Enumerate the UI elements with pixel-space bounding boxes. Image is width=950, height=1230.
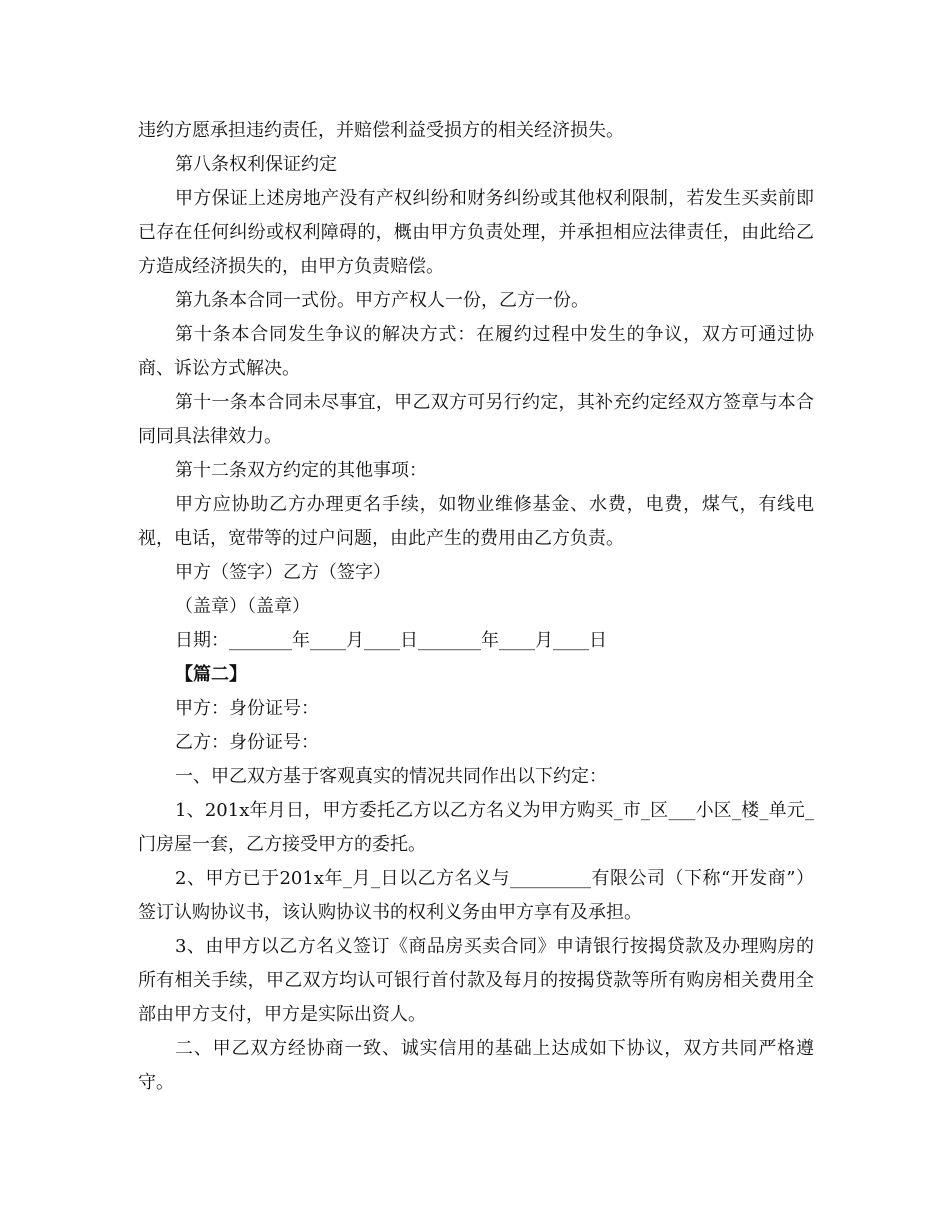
paragraph-breach-liability: 违约方愿承担违约责任，并赔偿利益受损方的相关经济损失。 [138, 120, 624, 141]
heading-article-12: 第十二条双方约定的其他事项： [175, 460, 427, 481]
party-a-id-line: 甲方：身份证号： [175, 698, 319, 719]
paragraph-article-11: 第十一条本合同未尽事宜，甲乙双方可另行约定，其补充约定经双方签章与本合同同具法律效力。 [138, 392, 814, 447]
paragraph-clause-1-1: 1、201x年月日，甲方委托乙方以乙方名义为甲方购买_市_区___小区_楼_单元_门房屋一套，乙方接受甲方的委托。 [138, 800, 814, 855]
party-b-id-line: 乙方：身份证号： [175, 732, 319, 753]
document-page [138, 114, 814, 1100]
paragraph-article-10: 第十条本合同发生争议的解决方式：在履约过程中发生的争议，双方可通过协商、诉讼方式解决。 [138, 324, 814, 379]
paragraph-clause-1-2: 2、甲方已于201x年_月_日以乙方名义与_________有限公司（下称“开发商”）签订认购协议书，该认购协议书的权利义务由甲方享有及承担。 [138, 868, 814, 923]
heading-article-8: 第八条权利保证约定 [175, 154, 337, 175]
heading-clause-one: 一、甲乙双方基于客观真实的情况共同作出以下约定： [175, 766, 607, 787]
seal-line: （盖章）（盖章） [175, 596, 310, 617]
section-heading-part-two: 【篇二】 [175, 664, 247, 685]
paragraph-clause-1-3: 3、由甲方以乙方名义签订《商品房买卖合同》申请银行按揭贷款及办理购房的所有相关手续，甲乙双方均认可银行首付款及每月的按揭贷款等所有购房相关费用全部由甲方支付，甲方是实际出资人。 [138, 936, 814, 1025]
paragraph-article-9: 第九条本合同一式份。甲方产权人一份，乙方一份。 [175, 290, 589, 311]
signature-line: 甲方（签字）乙方（签字） [175, 562, 391, 583]
date-line: 日期：_______年____月____日_______年____月____日 [175, 630, 607, 651]
paragraph-article-8-body: 甲方保证上述房地产没有产权纠纷和财务纠纷或其他权利限制，若发生买卖前即已存在任何纠纷或权利障碍的，概由甲方负责处理，并承担相应法律责任，由此给乙方造成经济损失的，由甲方负责赔偿。 [138, 188, 814, 277]
heading-clause-two: 二、甲乙双方经协商一致、诚实信用的基础上达成如下协议，双方共同严格遵守。 [138, 1038, 814, 1093]
paragraph-article-12-body: 甲方应协助乙方办理更名手续，如物业维修基金、水费，电费，煤气，有线电视，电话，宽带等的过户问题，由此产生的费用由乙方负责。 [138, 494, 814, 549]
